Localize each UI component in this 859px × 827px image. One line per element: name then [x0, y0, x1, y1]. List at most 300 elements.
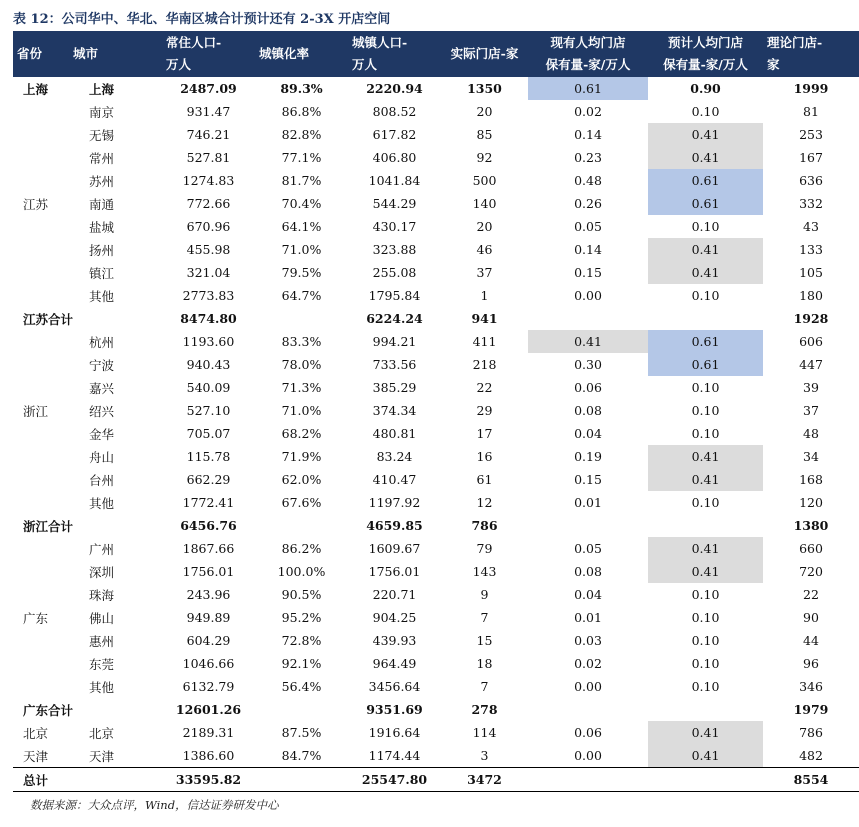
table-row [13, 652, 859, 675]
expected-density-cell: 0.10 [691, 104, 720, 119]
actual-stores-cell: 85 [476, 127, 493, 142]
expected-density-cell: 0.41 [648, 238, 763, 261]
table-row [13, 721, 859, 744]
theoretical-stores-cell: 447 [799, 357, 823, 372]
urban-population-cell: 1609.67 [368, 541, 421, 556]
actual-stores-cell: 22 [476, 380, 493, 395]
theoretical-stores-cell: 1999 [793, 81, 829, 96]
actual-stores-cell: 7 [480, 679, 489, 694]
city-cell [69, 698, 162, 721]
urbanization-rate-cell: 71.0% [281, 242, 322, 257]
current-density-cell: 0.00 [574, 288, 602, 303]
current-density-cell: 0.23 [574, 150, 602, 165]
city-cell: 其他 [89, 495, 115, 511]
expected-density-cell: 0.10 [691, 679, 720, 694]
theoretical-stores-cell: 606 [799, 334, 823, 349]
table-row [13, 123, 859, 146]
theoretical-stores-cell: 720 [799, 564, 823, 579]
current-density-cell: 0.15 [574, 472, 602, 487]
expected-density-cell: 0.41 [648, 261, 763, 284]
province-cell [13, 169, 69, 192]
actual-stores-cell: 79 [476, 541, 493, 556]
province-cell [13, 675, 69, 698]
urban-population-cell: 4659.85 [366, 518, 423, 533]
urbanization-rate-cell: 62.0% [281, 472, 322, 487]
theoretical-stores-cell: 39 [803, 380, 819, 395]
population-cell: 2189.31 [182, 725, 235, 740]
population-cell: 670.96 [186, 219, 231, 234]
current-density-cell [528, 768, 648, 792]
province-cell: 江苏 [23, 196, 49, 212]
actual-stores-cell: 218 [472, 357, 497, 372]
city-cell: 其他 [89, 679, 115, 695]
population-cell: 931.47 [186, 104, 231, 119]
province-cell [13, 376, 69, 399]
population-cell: 2487.09 [180, 81, 237, 96]
actual-stores-cell: 29 [476, 403, 493, 418]
theoretical-stores-cell: 180 [799, 288, 823, 303]
city-cell: 珠海 [89, 587, 115, 603]
actual-stores-cell: 143 [472, 564, 497, 579]
urbanization-rate-cell [255, 698, 348, 721]
urban-population-cell: 964.49 [372, 656, 417, 671]
theoretical-stores-cell: 120 [799, 495, 823, 510]
expected-density-cell: 0.10 [691, 495, 720, 510]
city-cell: 天津 [89, 748, 115, 764]
urbanization-rate-cell: 78.0% [281, 357, 322, 372]
population-cell: 527.10 [186, 403, 231, 418]
theoretical-stores-cell: 168 [799, 472, 823, 487]
urbanization-rate-cell: 86.2% [281, 541, 322, 556]
city-cell: 绍兴 [89, 403, 115, 419]
urban-population-cell: 385.29 [372, 380, 417, 395]
theoretical-stores-cell: 253 [799, 127, 823, 142]
urbanization-rate-cell: 83.3% [281, 334, 322, 349]
subtotal-row [13, 698, 859, 721]
urban-population-cell: 439.93 [372, 633, 417, 648]
table-row [13, 468, 859, 491]
urban-population-cell: 374.34 [372, 403, 417, 418]
city-cell: 北京 [89, 725, 115, 741]
theoretical-stores-cell: 96 [803, 656, 819, 671]
city-cell: 东莞 [89, 656, 115, 672]
population-cell: 1386.60 [182, 748, 235, 763]
expected-density-cell [648, 698, 763, 721]
urbanization-rate-cell: 71.9% [281, 449, 322, 464]
bottom-rule [13, 791, 859, 792]
city-cell: 南京 [89, 104, 115, 120]
province-cell: 广东合计 [23, 702, 74, 718]
city-cell: 扬州 [89, 242, 115, 258]
theoretical-stores-cell: 22 [803, 587, 819, 602]
urbanization-rate-cell [255, 514, 348, 537]
population-cell: 1046.66 [182, 656, 235, 671]
actual-stores-cell: 1 [480, 288, 489, 303]
theoretical-stores-cell: 786 [799, 725, 823, 740]
population-cell: 33595.82 [162, 768, 255, 792]
table-row [13, 169, 859, 192]
theoretical-stores-cell: 482 [799, 748, 823, 763]
urban-population-cell: 808.52 [372, 104, 417, 119]
actual-stores-cell: 941 [471, 311, 498, 326]
population-cell: 2773.83 [182, 288, 235, 303]
city-cell: 广州 [89, 541, 115, 557]
city-cell: 台州 [89, 472, 115, 488]
urbanization-rate-cell: 72.8% [281, 633, 322, 648]
expected-density-cell: 0.41 [648, 744, 763, 768]
population-cell: 243.96 [186, 587, 231, 602]
actual-stores-cell: 411 [472, 334, 497, 349]
urban-population-cell: 1197.92 [368, 495, 421, 510]
population-cell: 321.04 [186, 265, 231, 280]
urban-population-cell: 733.56 [372, 357, 417, 372]
theoretical-stores-cell: 1928 [793, 311, 829, 326]
population-cell: 455.98 [186, 242, 231, 257]
urbanization-rate-cell: 71.3% [281, 380, 322, 395]
actual-stores-cell: 20 [476, 219, 493, 234]
actual-stores-cell: 46 [476, 242, 493, 257]
city-cell: 上海 [89, 81, 115, 97]
table-row [13, 399, 859, 422]
expected-density-cell: 0.10 [691, 380, 720, 395]
urban-population-cell: 255.08 [372, 265, 417, 280]
theoretical-stores-cell: 346 [799, 679, 823, 694]
current-density-cell: 0.08 [574, 403, 602, 418]
expected-density-cell [648, 514, 763, 537]
actual-stores-cell: 3 [480, 748, 489, 763]
province-cell [13, 330, 69, 353]
population-cell: 662.29 [186, 472, 231, 487]
header-city: 城市 [69, 31, 162, 77]
city-cell: 南通 [89, 196, 115, 212]
urban-population-cell: 9351.69 [366, 702, 423, 717]
population-cell: 540.09 [186, 380, 231, 395]
current-density-cell: 0.19 [574, 449, 602, 464]
current-density-cell: 0.06 [574, 725, 602, 740]
current-density-cell: 0.06 [574, 380, 602, 395]
urban-population-cell: 480.81 [372, 426, 417, 441]
province-cell: 北京 [23, 725, 49, 741]
expected-density-cell [648, 768, 763, 792]
province-cell [13, 146, 69, 169]
store-space-table [13, 31, 859, 791]
province-cell [13, 445, 69, 468]
urban-population-cell: 430.17 [372, 219, 417, 234]
urbanization-rate-cell: 95.2% [281, 610, 322, 625]
population-cell: 6456.76 [180, 518, 237, 533]
current-density-cell: 0.15 [574, 265, 602, 280]
expected-density-cell: 0.41 [648, 537, 763, 560]
city-cell [69, 307, 162, 330]
expected-density-cell: 0.41 [648, 123, 763, 146]
theoretical-stores-cell: 1380 [793, 518, 829, 533]
urban-population-cell: 406.80 [372, 150, 417, 165]
expected-density-cell: 0.10 [691, 633, 720, 648]
header-urban-population: 城镇人口- 万人 [348, 31, 441, 77]
table-row [13, 261, 859, 284]
table-row [13, 445, 859, 468]
current-density-cell: 0.01 [574, 610, 602, 625]
current-density-cell [528, 307, 648, 330]
population-cell: 1867.66 [182, 541, 235, 556]
actual-stores-cell: 278 [471, 702, 498, 717]
province-cell [13, 422, 69, 445]
table-row [13, 629, 859, 652]
header-theoretical-stores: 理论门店- 家 [763, 31, 859, 77]
header-current-density: 现有人均门店 保有量-家/万人 [528, 31, 648, 77]
population-cell: 949.89 [186, 610, 231, 625]
theoretical-stores-cell: 43 [803, 219, 819, 234]
urban-population-cell: 410.47 [372, 472, 417, 487]
current-density-cell: 0.02 [574, 104, 602, 119]
urban-population-cell: 3456.64 [368, 679, 421, 694]
urban-population-cell: 83.24 [376, 449, 413, 464]
actual-stores-cell: 92 [476, 150, 493, 165]
current-density-cell: 0.08 [574, 564, 602, 579]
current-density-cell: 0.03 [574, 633, 602, 648]
urbanization-rate-cell: 71.0% [281, 403, 322, 418]
province-cell: 浙江 [23, 403, 49, 419]
current-density-cell: 0.41 [528, 330, 648, 353]
city-cell: 深圳 [89, 564, 115, 580]
current-density-cell: 0.14 [574, 242, 602, 257]
table-row [13, 583, 859, 606]
table-row [13, 376, 859, 399]
header-actual-stores: 实际门店-家 [441, 31, 528, 77]
table-row [13, 560, 859, 583]
province-cell: 天津 [23, 748, 49, 764]
urbanization-rate-cell: 68.2% [281, 426, 322, 441]
actual-stores-cell: 12 [476, 495, 493, 510]
theoretical-stores-cell: 167 [799, 150, 823, 165]
province-cell [13, 537, 69, 560]
current-density-cell: 0.05 [574, 541, 602, 556]
urbanization-rate-cell: 79.5% [281, 265, 322, 280]
city-cell: 苏州 [89, 173, 115, 189]
city-cell: 宁波 [89, 357, 115, 373]
urban-population-cell: 1916.64 [368, 725, 421, 740]
population-cell: 604.29 [186, 633, 231, 648]
population-cell: 705.07 [186, 426, 231, 441]
province-cell [13, 629, 69, 652]
header-province: 省份 [13, 31, 69, 77]
urban-population-cell: 6224.24 [366, 311, 423, 326]
current-density-cell: 0.04 [574, 426, 602, 441]
actual-stores-cell: 114 [472, 725, 497, 740]
urban-population-cell: 1756.01 [368, 564, 421, 579]
theoretical-stores-cell: 1979 [793, 702, 829, 717]
expected-density-cell: 0.10 [691, 610, 720, 625]
current-density-cell: 0.00 [574, 679, 602, 694]
table-row [13, 491, 859, 514]
province-cell [13, 353, 69, 376]
city-cell: 金华 [89, 426, 115, 442]
city-cell: 盐城 [89, 219, 115, 235]
expected-density-cell: 0.61 [648, 192, 763, 215]
urbanization-rate-cell: 77.1% [281, 150, 322, 165]
subtotal-row [13, 768, 859, 792]
table-row [13, 330, 859, 353]
city-cell: 无锡 [89, 127, 115, 143]
city-cell: 镇江 [89, 265, 115, 281]
current-density-cell: 0.48 [574, 173, 602, 188]
table-row [13, 192, 859, 215]
current-density-cell: 0.30 [574, 357, 602, 372]
table-caption: 表 12：公司华中、华北、华南区城合计预计还有 2-3X 开店空间 [13, 12, 391, 27]
current-density-cell: 0.26 [574, 196, 602, 211]
theoretical-stores-cell: 34 [803, 449, 819, 464]
province-cell [13, 215, 69, 238]
theoretical-stores-cell: 636 [799, 173, 823, 188]
city-cell: 惠州 [89, 633, 115, 649]
urbanization-rate-cell: 64.1% [281, 219, 322, 234]
actual-stores-cell: 37 [476, 265, 493, 280]
table-row [13, 353, 859, 376]
urban-population-cell: 220.71 [372, 587, 417, 602]
current-density-cell: 0.14 [574, 127, 602, 142]
actual-stores-cell: 17 [476, 426, 493, 441]
expected-density-cell: 0.10 [691, 587, 720, 602]
table-row [13, 238, 859, 261]
theoretical-stores-cell: 90 [803, 610, 819, 625]
urbanization-rate-cell: 92.1% [281, 656, 322, 671]
theoretical-stores-cell: 37 [803, 403, 819, 418]
population-cell: 1193.60 [182, 334, 235, 349]
current-density-cell: 0.61 [528, 77, 648, 100]
urbanization-rate-cell: 87.5% [281, 725, 322, 740]
expected-density-cell: 0.41 [648, 445, 763, 468]
population-cell: 772.66 [186, 196, 231, 211]
urban-population-cell: 994.21 [372, 334, 417, 349]
urban-population-cell: 544.29 [372, 196, 417, 211]
population-cell: 1756.01 [182, 564, 235, 579]
header-expected-density: 预计人均门店 保有量-家/万人 [648, 31, 763, 77]
province-cell [13, 261, 69, 284]
header-urbanization-rate: 城镇化率 [255, 31, 348, 77]
urban-population-cell: 1041.84 [368, 173, 421, 188]
data-source-note: 数据来源：大众点评，Wind，信达证券研发中心 [30, 798, 279, 812]
actual-stores-cell: 786 [471, 518, 498, 533]
population-cell: 746.21 [186, 127, 231, 142]
table-row [13, 606, 859, 629]
province-cell: 广东 [23, 610, 49, 626]
province-cell [13, 123, 69, 146]
table-row [13, 675, 859, 698]
urbanization-rate-cell: 67.6% [281, 495, 322, 510]
city-cell [69, 514, 162, 537]
urbanization-rate-cell: 86.8% [281, 104, 322, 119]
theoretical-stores-cell: 48 [803, 426, 819, 441]
province-cell [13, 238, 69, 261]
actual-stores-cell: 61 [476, 472, 493, 487]
current-density-cell [528, 514, 648, 537]
urban-population-cell: 2220.94 [366, 81, 423, 96]
province-cell [13, 100, 69, 123]
header-row [13, 31, 859, 77]
expected-density-cell: 0.41 [648, 560, 763, 583]
province-cell: 江苏合计 [23, 311, 74, 327]
urban-population-cell: 617.82 [372, 127, 417, 142]
theoretical-stores-cell: 105 [799, 265, 823, 280]
expected-density-cell: 0.41 [648, 146, 763, 169]
expected-density-cell: 0.10 [691, 656, 720, 671]
population-cell: 115.78 [186, 449, 231, 464]
actual-stores-cell: 20 [476, 104, 493, 119]
urbanization-rate-cell: 84.7% [281, 748, 322, 763]
expected-density-cell: 0.10 [691, 219, 720, 234]
urbanization-rate-cell: 56.4% [281, 679, 322, 694]
city-cell: 杭州 [89, 334, 115, 350]
table-row [13, 537, 859, 560]
province-cell [13, 652, 69, 675]
city-cell: 常州 [89, 150, 115, 166]
urbanization-rate-cell [255, 307, 348, 330]
province-cell: 上海 [23, 81, 49, 97]
actual-stores-cell: 1350 [467, 81, 502, 96]
current-density-cell: 0.02 [574, 656, 602, 671]
actual-stores-cell: 15 [476, 633, 493, 648]
actual-stores-cell: 18 [476, 656, 493, 671]
current-density-cell: 0.00 [574, 748, 602, 763]
province-cell [13, 583, 69, 606]
province-cell: 总计 [13, 768, 69, 792]
population-cell: 8474.80 [180, 311, 237, 326]
table-row [13, 100, 859, 123]
population-cell: 1274.83 [182, 173, 235, 188]
population-cell: 12601.26 [175, 702, 242, 717]
province-cell [13, 468, 69, 491]
current-density-cell: 0.04 [574, 587, 602, 602]
urban-population-cell: 1174.44 [368, 748, 421, 763]
theoretical-stores-cell: 332 [799, 196, 823, 211]
theoretical-stores-cell: 133 [799, 242, 823, 257]
city-cell: 舟山 [89, 449, 115, 465]
population-cell: 527.81 [186, 150, 231, 165]
current-density-cell: 0.01 [574, 495, 602, 510]
urbanization-rate-cell: 70.4% [281, 196, 322, 211]
province-cell: 浙江合计 [23, 518, 74, 534]
population-cell: 1772.41 [182, 495, 235, 510]
theoretical-stores-cell: 660 [799, 541, 823, 556]
theoretical-stores-cell: 44 [803, 633, 819, 648]
subtotal-row [13, 514, 859, 537]
province-cell [13, 491, 69, 514]
actual-stores-cell: 140 [472, 196, 497, 211]
expected-density-cell: 0.41 [648, 721, 763, 744]
actual-stores-cell: 7 [480, 610, 489, 625]
urbanization-rate-cell: 64.7% [281, 288, 322, 303]
table-row [13, 422, 859, 445]
expected-density-cell: 0.90 [690, 81, 721, 96]
province-cell [13, 284, 69, 307]
table-row [13, 744, 859, 768]
expected-density-cell: 0.10 [691, 426, 720, 441]
urbanization-rate-cell: 82.8% [281, 127, 322, 142]
urban-population-cell: 25547.80 [348, 768, 441, 792]
expected-density-cell: 0.10 [691, 288, 720, 303]
actual-stores-cell: 16 [476, 449, 493, 464]
urbanization-rate-cell: 89.3% [280, 81, 323, 96]
population-cell: 940.43 [186, 357, 231, 372]
urbanization-rate-cell: 90.5% [281, 587, 322, 602]
urban-population-cell: 1795.84 [368, 288, 421, 303]
urbanization-rate-cell: 81.7% [281, 173, 322, 188]
population-cell: 6132.79 [182, 679, 235, 694]
city-cell: 佛山 [89, 610, 115, 626]
table-row [13, 284, 859, 307]
expected-density-cell: 0.61 [648, 353, 763, 376]
header-population: 常住人口- 万人 [162, 31, 255, 77]
